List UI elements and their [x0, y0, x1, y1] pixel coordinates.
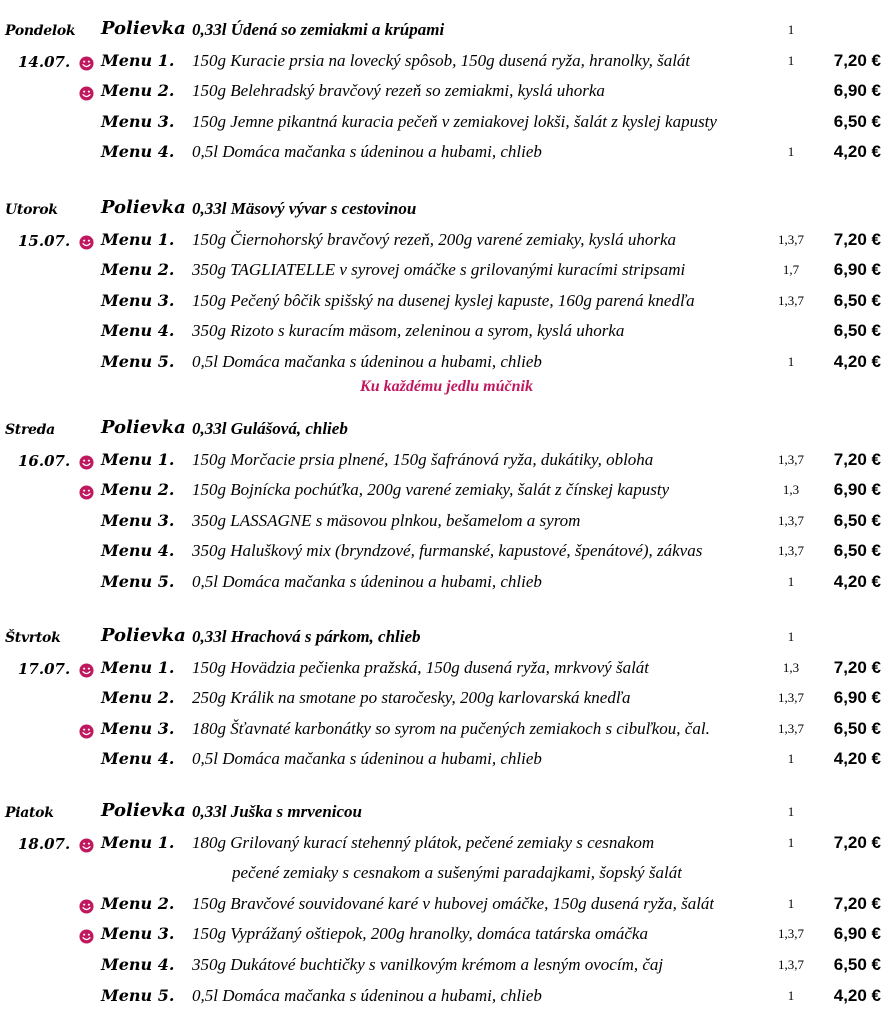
dish-continuation: pečené zemiaky s cesnakom a sušenými paradajkami, šopský šalát [232, 863, 682, 883]
dish-text: 0,5l Domáca mačanka s údeninou a hubami, chlieb [192, 985, 542, 1005]
soup-label: Polievka [101, 800, 186, 821]
dish-text: 150g Čiernohorský bravčový rezeň, 200g varené zemiaky, kyslá uhorka [192, 229, 677, 249]
soup-text: 0,33l Juška s mrvenicou [192, 802, 363, 821]
menu-label: Menu 2. [101, 893, 175, 913]
smiley-icon [79, 455, 94, 470]
dish-text: 350g Haluškový mix (bryndzové, furmanské, kapustové, špenátové), zákvas [192, 541, 703, 561]
price: 6,90 € [833, 924, 881, 944]
menu-label: Menu 3. [101, 111, 175, 131]
price: 4,20 € [833, 572, 881, 591]
soup-row [0, 799, 893, 827]
price: 6,90 € [833, 688, 881, 708]
soup-text: 0,33l Údená so zemiakmi a krúpami [192, 20, 445, 39]
menu-label: Menu 5. [101, 572, 175, 591]
menu-row [0, 508, 893, 536]
menu-row [0, 983, 893, 1011]
price: 6,50 € [833, 111, 881, 131]
menu-row [0, 109, 893, 137]
smiley-icon [79, 235, 94, 250]
dish-text: 150g Hovädzia pečienka pražská, 150g dusená ryža, mrkvový šalát [192, 657, 650, 677]
price: 6,50 € [833, 321, 881, 341]
smiley-icon [79, 56, 94, 71]
allergens: 1,3,7 [778, 926, 804, 942]
note-row [0, 376, 893, 404]
menu-row [0, 349, 893, 377]
menu-row [0, 952, 893, 980]
menu-label: Menu 5. [101, 352, 175, 371]
soup-row [0, 624, 893, 652]
menu-row [0, 447, 893, 475]
allergens: 1,3 [782, 659, 800, 675]
dish-text: 350g TAGLIATELLE v syrovej omáčke s grilovanými kuracími stripsami [192, 260, 686, 280]
menu-row [0, 891, 893, 919]
smiley-icon [79, 86, 94, 101]
dish-text: 150g Pečený bôčik spišský na dusenej kyslej kapuste, 160g parená knedľa [192, 290, 695, 310]
menu-row [0, 538, 893, 566]
allergens: 1,3,7 [778, 543, 804, 559]
dish-text: 0,5l Domáca mačanka s údeninou a hubami, chlieb [192, 572, 542, 591]
dish-continuation-row [0, 860, 893, 888]
dish-text: 150g Morčacie prsia plnené, 150g šafránová ryža, dukátiky, obloha [192, 449, 654, 469]
menu-label: Menu 4. [101, 142, 175, 162]
day-date: 16.07. [18, 451, 71, 470]
menu-row [0, 569, 893, 597]
menu-label: Menu 5. [101, 985, 175, 1005]
allergens: 1 [787, 895, 795, 911]
allergens: 1,3,7 [778, 957, 804, 972]
price: 6,50 € [833, 541, 881, 561]
day-name: Streda [5, 422, 55, 438]
soup-label: Polievka [101, 18, 186, 39]
menu-row [0, 139, 893, 167]
day-name: Piatok [5, 805, 54, 821]
price: 4,20 € [833, 985, 881, 1005]
smiley-icon [79, 838, 94, 853]
allergens: 1 [787, 354, 795, 369]
smiley-icon [79, 929, 94, 944]
menu-label: Menu 2. [101, 688, 175, 708]
day-name: Pondelok [5, 23, 76, 39]
menu-label: Menu 1. [101, 449, 175, 469]
menu-row [0, 716, 893, 744]
day-name: Štvrtok [5, 630, 61, 646]
soup-label: Polievka [101, 417, 186, 438]
menu-label: Menu 4. [101, 955, 175, 974]
soup-text: 0,33l Mäsový vývar s cestovinou [192, 199, 417, 218]
dish-text: 150g Kuracie prsia na lovecký spôsob, 150g dusená ryža, hranolky, šalát [192, 50, 691, 70]
soup-row [0, 196, 893, 224]
dish-text: 350g Dukátové buchtičky s vanilkovým krémom a lesným ovocím, čaj [192, 955, 664, 974]
allergens: 1 [787, 574, 795, 589]
menu-label: Menu 4. [101, 321, 175, 341]
menu-label: Menu 4. [101, 541, 175, 561]
allergens: 1,3,7 [778, 231, 804, 247]
smiley-icon [79, 899, 94, 914]
allergens: 1 [787, 804, 795, 819]
price: 7,20 € [833, 832, 881, 852]
allergens: 1,7 [782, 262, 800, 278]
allergens: 1,3,7 [778, 512, 804, 528]
dish-text: 150g Jemne pikantná kuracia pečeň v zemiakovej lokši, šalát z kyslej kapusty [192, 111, 717, 131]
allergens: 1 [787, 52, 795, 68]
menu-label: Menu 3. [101, 510, 175, 530]
dish-text: 0,5l Domáca mačanka s údeninou a hubami, chlieb [192, 142, 542, 162]
soup-row [0, 416, 893, 444]
menu-row [0, 48, 893, 76]
allergens: 1,3 [782, 482, 800, 498]
price: 7,20 € [833, 449, 881, 469]
menu-row [0, 288, 893, 316]
allergens: 1 [787, 987, 795, 1003]
menu-row [0, 746, 893, 774]
dish-text: 180g Grilovaný kurací stehenný plátok, pečené zemiaky s cesnakom [192, 832, 655, 852]
menu-label: Menu 2. [101, 81, 175, 101]
menu-row [0, 318, 893, 346]
soup-text: 0,33l Hrachová s párkom, chlieb [192, 627, 421, 646]
soup-label: Polievka [101, 197, 186, 218]
menu-label: Menu 2. [101, 480, 175, 500]
day-name: Utorok [5, 202, 58, 218]
menu-row [0, 830, 893, 858]
soup-label: Polievka [101, 625, 186, 646]
menu-row [0, 78, 893, 106]
price: 6,90 € [833, 480, 881, 500]
menu-row [0, 921, 893, 949]
menu-label: Menu 1. [101, 657, 175, 677]
menu-label: Menu 1. [101, 832, 175, 852]
allergens: 1 [787, 22, 795, 37]
menu-row [0, 227, 893, 255]
menu-row [0, 685, 893, 713]
price: 4,20 € [833, 749, 881, 769]
dish-text: 250g Králik na smotane po staročesky, 200g karlovarská knedľa [192, 688, 631, 708]
price: 7,20 € [833, 657, 881, 677]
allergens: 1,3,7 [778, 690, 804, 706]
dish-text: 150g Bojnícka pochúťka, 200g varené zemiaky, šalát z čínskej kapusty [192, 480, 670, 500]
dish-text: 350g Rizoto s kuracím mäsom, zeleninou a syrom, kyslá uhorka [192, 321, 625, 341]
allergens: 1,3,7 [778, 451, 804, 467]
price: 4,20 € [833, 142, 881, 162]
dish-text: 180g Šťavnaté karbonátky so syrom na pučených zemiakoch s cibuľkou, čal. [192, 718, 710, 738]
menu-row [0, 655, 893, 683]
price: 6,50 € [833, 510, 881, 530]
dish-text: 150g Belehradský bravčový rezeň so zemiakmi, kyslá uhorka [192, 81, 605, 101]
allergens: 1 [787, 144, 795, 160]
soup-text: 0,33l Gulášová, chlieb [192, 419, 348, 438]
price: 7,20 € [833, 893, 881, 913]
price: 6,50 € [833, 955, 881, 974]
menu-label: Menu 3. [101, 718, 175, 738]
price: 6,90 € [833, 260, 881, 280]
menu-row [0, 477, 893, 505]
smiley-icon [79, 485, 94, 500]
dish-text: 150g Bravčové souvidované karé v hubovej omáčke, 150g dusená ryža, šalát [192, 893, 715, 913]
day-date: 14.07. [18, 52, 71, 71]
smiley-icon [79, 724, 94, 739]
price: 7,20 € [833, 229, 881, 249]
price: 6,50 € [833, 290, 881, 310]
dish-text: 0,5l Domáca mačanka s údeninou a hubami, chlieb [192, 749, 542, 769]
menu-label: Menu 2. [101, 260, 175, 280]
allergens: 1 [787, 751, 795, 767]
day-date: 15.07. [18, 231, 71, 250]
menu-label: Menu 1. [101, 50, 175, 70]
soup-row [0, 17, 893, 45]
menu-row [0, 257, 893, 285]
dish-text: 350g LASSAGNE s mäsovou plnkou, bešamelom a syrom [192, 510, 581, 530]
dessert-note: Ku každému jedlu múčnik [360, 377, 533, 395]
price: 7,20 € [833, 50, 881, 70]
dish-text: 0,5l Domáca mačanka s údeninou a hubami, chlieb [192, 352, 542, 371]
price: 6,50 € [833, 718, 881, 738]
smiley-icon [79, 663, 94, 678]
menu-label: Menu 1. [101, 229, 175, 249]
allergens: 1 [787, 834, 795, 850]
allergens: 1,3,7 [778, 292, 804, 308]
menu-label: Menu 4. [101, 749, 175, 769]
dish-text: 150g Vyprážaný oštiepok, 200g hranolky, domáca tatárska omáčka [192, 924, 648, 944]
price: 6,90 € [833, 81, 881, 101]
allergens: 1 [787, 629, 795, 644]
day-date: 18.07. [18, 834, 71, 853]
allergens: 1,3,7 [778, 720, 804, 736]
price: 4,20 € [833, 352, 881, 371]
menu-label: Menu 3. [101, 290, 175, 310]
menu-label: Menu 3. [101, 924, 175, 944]
day-date: 17.07. [18, 659, 71, 678]
